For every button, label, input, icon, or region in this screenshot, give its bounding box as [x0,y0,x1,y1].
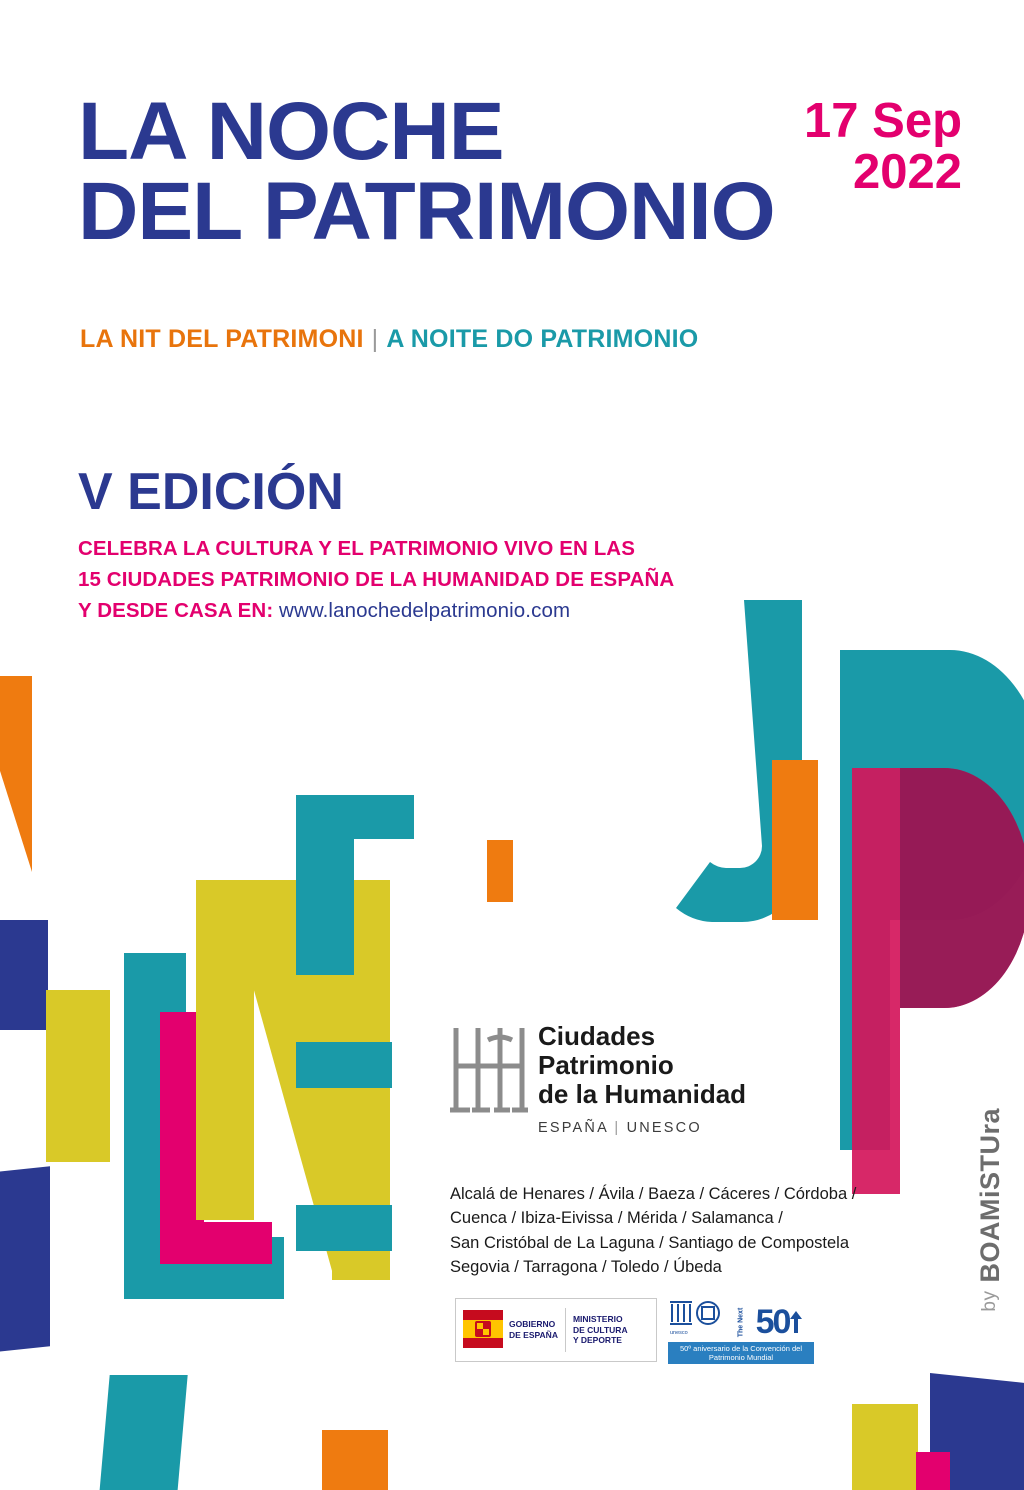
ministerio-line-1: MINISTERIO [572,1314,623,1325]
blurb-line-3 [78,595,674,626]
gobierno-line-2: DE ESPAÑA [509,1330,558,1340]
city-list-line-4: Segovia / Tarragona / Toledo / Úbeda [450,1258,722,1277]
svg-text:unesco: unesco [670,1330,688,1336]
gobierno-de-espana-logo [455,1298,657,1362]
city-list [450,1182,880,1280]
cph-text [538,1022,746,1109]
subtitle-galician: A NOITE DO PATRIMONIO [386,325,699,353]
cph-subline-espana: ESPAÑA [538,1120,609,1136]
unesco-anniversary-logo [668,1296,814,1362]
ministerio-line-2: DE CULTURA [572,1324,628,1335]
up-arrow-icon [789,1309,803,1335]
ministerio-text [573,1314,628,1346]
cph-line-1: Ciudades [538,1021,656,1051]
city-list-line-1: Alcalá de Henares / Ávila / Baeza / Cáceres / Córdoba / [450,1185,857,1203]
cph-subline-bar: | [614,1120,621,1136]
credit-studio: BOAMiSTUra [975,1108,1005,1283]
city-list-line-3: San Cristóbal de La Laguna / Santiago de Compostela [450,1233,850,1252]
event-date [804,96,962,199]
website-link[interactable]: www.lanochedelpatrimonio.com [279,599,571,623]
blurb [78,533,674,626]
cph-subline-unesco: UNESCO [626,1120,702,1136]
spain-coat-of-arms-icon [463,1308,503,1352]
city-list-line-2: Cuenca / Ibiza-Eivissa / Mérida / Salamanca / [450,1209,783,1228]
edition-label: V EDICIÓN [78,463,344,521]
studio-credit [975,1108,1006,1312]
cph-monument-icon [448,1022,530,1114]
unesco-temple-icon [668,1298,726,1340]
event-date-year: 2022 [852,145,962,200]
page-title [78,86,792,257]
the-next-label: The Next [737,1307,745,1337]
title-line-2: DEL PATRIMONIO [78,165,775,257]
subtitle-catalan: LA NIT DEL PATRIMONI [80,325,364,353]
subtitle-separator: | [371,325,379,353]
title-line-1: LA NOCHE [78,86,504,177]
cph-subline [448,1120,798,1136]
ministerio-line-3: Y DEPORTE [572,1335,622,1346]
blurb-line-1: CELEBRA LA CULTURA Y EL PATRIMONIO VIVO EN LAS [78,537,635,560]
gobierno-line-1: GOBIERNO [509,1319,556,1330]
fifty-label: 50 [755,1303,790,1341]
anniversary-bar: 50º aniversario de la Convención del Patrimonio Mundial [668,1342,814,1364]
gobierno-text [509,1319,558,1340]
event-date-day-month: 17 Sep [804,94,962,148]
subtitle [80,325,698,354]
cph-line-3: de la Humanidad [538,1079,747,1110]
credit-by: by [979,1290,1000,1312]
ciudades-patrimonio-logo [448,1022,798,1136]
blurb-line-2: 15 CIUDADES PATRIMONIO DE LA HUMANIDAD DE ESPAÑA [78,568,675,592]
logo-divider [565,1308,566,1352]
blurb-website-label: Y DESDE CASA EN: [78,599,274,623]
cph-line-2: Patrimonio [538,1050,674,1081]
